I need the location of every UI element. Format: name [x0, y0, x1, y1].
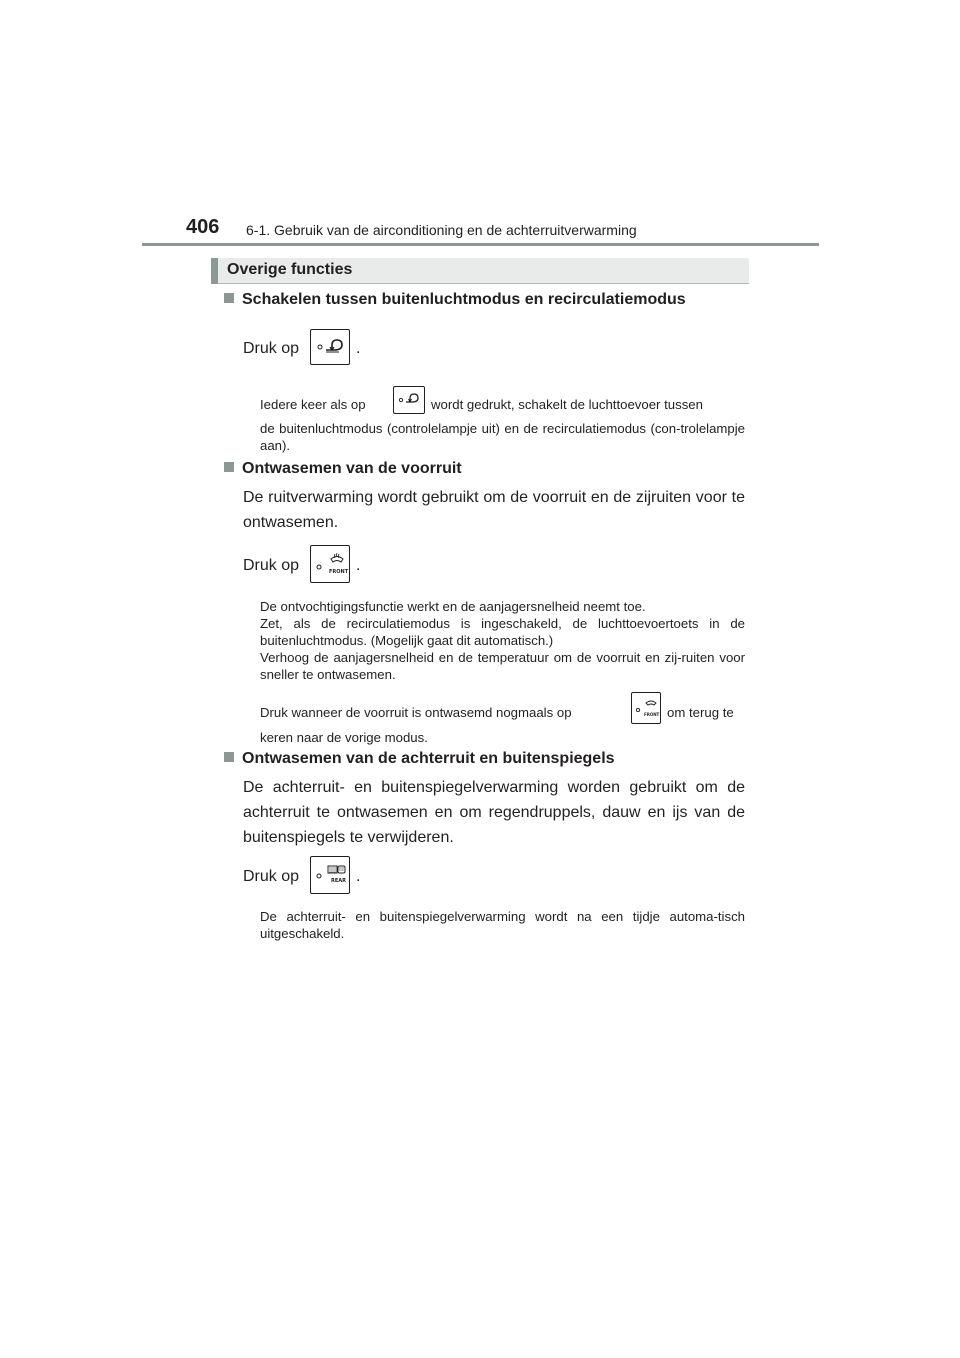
punctuation: .: [356, 868, 361, 885]
rear-label: REAR: [331, 878, 346, 884]
note-front-list: [260, 598, 745, 683]
press-instruction-rear: Druk op: [243, 868, 300, 885]
note-rear: De achterruit- en buitenspiegelverwarming wordt na een tijdje automa-tisch uitgeschakeld.: [260, 909, 745, 941]
bullet-square: [224, 752, 234, 762]
rear-defroster-button-icon: [310, 856, 350, 894]
subheading-front-defog: Ontwasemen van de voorruit: [224, 460, 462, 478]
bullet-square: [224, 293, 234, 303]
bullet-square: [224, 462, 234, 472]
front-defroster-button-icon: [310, 545, 350, 583]
note-recirculation-cont: wordt gedrukt, schakelt de luchttoevoer tussen: [431, 397, 703, 412]
note-line: Zet, als de recirculatiemodus is ingeschakeld, de luchttoevoertoets in de buitenluchtmodus. (Mogelijk gaat dit automatisch.): [260, 616, 745, 648]
header-divider: [142, 243, 819, 246]
front-defroster-button-icon-small: [631, 692, 661, 724]
page-number: 406: [186, 216, 220, 238]
front-label-small: FRONT: [644, 712, 660, 717]
subheading-rear-defog: Ontwasemen van de achterruit en buitenspiegels: [224, 750, 615, 768]
note-front-return-end: keren naar de vorige modus.: [260, 730, 428, 745]
section-accent: [211, 258, 218, 284]
section-title: Overige functies: [227, 261, 353, 278]
press-instruction-recirculation: Druk op: [243, 340, 300, 357]
press-instruction-front: Druk op: [243, 557, 300, 574]
section-header: [211, 258, 749, 284]
front-label: FRONT: [329, 569, 349, 575]
body-front-defog: De ruitverwarming wordt gebruikt om de voorruit en de zijruiten voor te ontwasemen.: [243, 489, 745, 531]
punctuation: .: [356, 557, 361, 574]
subheading-recirculation: Schakelen tussen buitenluchtmodus en recirculatiemodus: [224, 291, 686, 309]
body-rear-defog: De achterruit- en buitenspiegelverwarming worden gebruikt om de achterruit te ontwasemen en om regendruppels, dauw en ijs van de buitenspiegels te verwijderen.: [243, 779, 745, 846]
note-recirculation-body: de buitenluchtmodus (controlelampje uit) en de recirculatiemodus (con-trolelampje aan).: [260, 421, 745, 453]
punctuation: .: [356, 340, 361, 357]
note-line: Verhoog de aanjagersnelheid en de temperatuur om de voorruit en zij-ruiten voor sneller te ontwasemen.: [260, 650, 745, 682]
note-line: De ontvochtigingsfunctie werkt en de aanjagersnelheid neemt toe.: [260, 599, 646, 614]
recirculation-button-icon: [310, 329, 350, 365]
note-front-return: Druk wanneer de voorruit is ontwasemd nogmaals op: [260, 705, 572, 720]
recirculation-button-icon-small: [393, 386, 425, 414]
note-front-return-cont: om terug te: [667, 705, 734, 720]
note-recirculation: Iedere keer als op: [260, 397, 366, 412]
chapter-title: 6-1. Gebruik van de airconditioning en de achterruitverwarming: [246, 222, 637, 238]
